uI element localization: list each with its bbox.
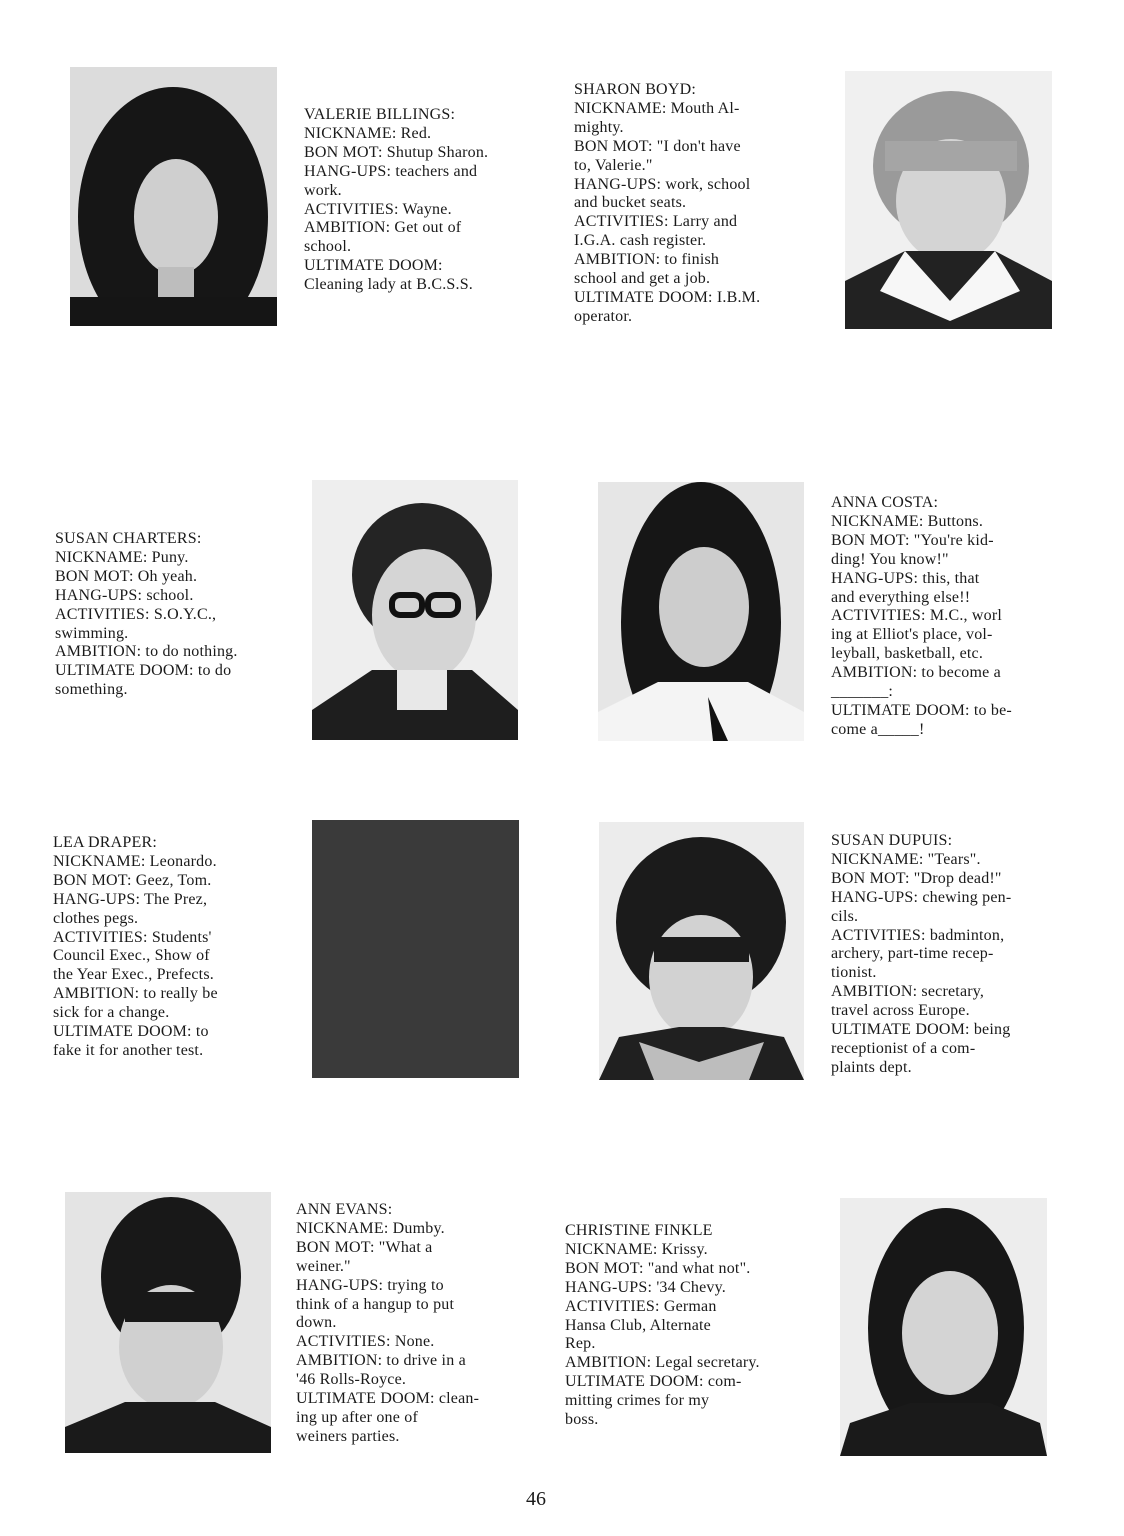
bio-line: ACTIVITIES: Students' [53, 928, 212, 946]
bio-line: mighty. [574, 118, 624, 136]
bio-line: BON MOT: "What a [296, 1238, 433, 1256]
bio-line: _______: [831, 683, 894, 701]
photo-sharon-boyd [845, 71, 1052, 329]
bio-line: come a_____! [831, 720, 925, 738]
bio-line: NICKNAME: Dumby. [296, 1219, 445, 1237]
bio-lea-draper [53, 834, 218, 1061]
bio-line: weiners parties. [296, 1427, 400, 1445]
bio-line: NICKNAME: Mouth Al- [574, 99, 740, 117]
bio-christine-finkle [565, 1222, 760, 1430]
bio-line: clothes pegs. [53, 909, 139, 927]
photo-anna-costa [598, 482, 804, 741]
bio-line: AMBITION: to do nothing. [55, 643, 238, 661]
bio-line: travel across Europe. [831, 1002, 970, 1020]
portrait-anna-costa [598, 482, 804, 741]
bio-line: Rep. [565, 1335, 596, 1353]
bio-line: LEA DRAPER: [53, 834, 157, 851]
bio-line: ANNA COSTA: [831, 494, 939, 511]
bio-line: ACTIVITIES: S.O.Y.C., [55, 605, 217, 623]
bio-line: BON MOT: "I don't have [574, 137, 741, 155]
bio-line: operator. [574, 307, 633, 325]
bio-line: fake it for another test. [53, 1041, 204, 1059]
portrait-susan-charters [312, 480, 518, 740]
bio-line: Council Exec., Show of [53, 947, 210, 965]
bio-line: plaints dept. [831, 1058, 912, 1076]
bio-line: ULTIMATE DOOM: clean- [296, 1390, 480, 1408]
bio-line: ACTIVITIES: None. [296, 1333, 435, 1351]
bio-line: HANG-UPS: work, school [574, 175, 751, 193]
bio-line: HANG-UPS: teachers and [304, 162, 478, 180]
bio-line: Hansa Club, Alternate [565, 1316, 711, 1334]
bio-line: and everything else!! [831, 588, 971, 606]
bio-line: NICKNAME: Krissy. [565, 1240, 708, 1258]
bio-line: HANG-UPS: The Prez, [53, 890, 208, 908]
photo-susan-charters [312, 480, 518, 740]
bio-line: AMBITION: to drive in a [296, 1352, 466, 1370]
bio-line: BON MOT: "Drop dead!" [831, 869, 1002, 887]
bio-line: HANG-UPS: '34 Chevy. [565, 1278, 726, 1296]
bio-line: AMBITION: to really be [53, 985, 218, 1003]
bio-line: AMBITION: secretary, [831, 983, 985, 1001]
portrait-christine-finkle [840, 1198, 1047, 1456]
bio-line: SUSAN CHARTERS: [55, 530, 202, 547]
bio-sharon-boyd [574, 81, 760, 327]
bio-line: NICKNAME: Buttons. [831, 512, 984, 530]
portrait-susan-dupuis [599, 822, 804, 1080]
page-number: 46 [526, 1488, 546, 1510]
photo-christine-finkle [840, 1198, 1047, 1456]
bio-line: AMBITION: to become a [831, 664, 1001, 682]
bio-line: ACTIVITIES: M.C., worl [831, 607, 1003, 625]
bio-line: NICKNAME: Leonardo. [53, 852, 217, 870]
bio-line: ULTIMATE DOOM: [304, 257, 443, 275]
bio-line: ding! You know!" [831, 550, 949, 568]
portrait-ann-evans [65, 1192, 271, 1453]
bio-line: ing up after one of [296, 1408, 418, 1426]
bio-line: to, Valerie." [574, 156, 653, 174]
bio-line: ULTIMATE DOOM: to do [55, 662, 232, 680]
bio-line: and bucket seats. [574, 194, 687, 212]
bio-line: ACTIVITIES: German [565, 1297, 717, 1315]
bio-valerie-billings [304, 106, 488, 295]
bio-susan-dupuis [831, 832, 1011, 1078]
bio-susan-charters [55, 530, 238, 700]
bio-line: swimming. [55, 624, 129, 642]
portrait-sharon-boyd [845, 71, 1052, 329]
bio-line: BON MOT: Geez, Tom. [53, 871, 212, 889]
bio-line: sick for a change. [53, 1004, 170, 1022]
bio-ann-evans [296, 1201, 479, 1447]
bio-line: ULTIMATE DOOM: I.B.M. [574, 288, 761, 306]
bio-line: ANN EVANS: [296, 1201, 393, 1218]
bio-line: HANG-UPS: this, that [831, 569, 980, 587]
bio-line: CHRISTINE FINKLE [565, 1222, 713, 1239]
bio-line: down. [296, 1314, 337, 1332]
bio-line: ULTIMATE DOOM: to [53, 1023, 209, 1041]
bio-line: BON MOT: Shutup Sharon. [304, 143, 489, 161]
bio-line: leyball, basketball, etc. [831, 645, 984, 663]
bio-line: AMBITION: to finish [574, 251, 720, 269]
bio-line: HANG-UPS: school. [55, 586, 194, 604]
bio-line: tionist. [831, 964, 877, 982]
bio-line: NICKNAME: "Tears". [831, 850, 981, 868]
bio-anna-costa [831, 494, 1012, 740]
bio-line: ACTIVITIES: badminton, [831, 926, 1005, 944]
bio-line: Cleaning lady at B.C.S.S. [304, 276, 473, 294]
bio-line: ing at Elliot's place, vol- [831, 626, 993, 644]
photo-susan-dupuis [599, 822, 804, 1080]
bio-line: archery, part-time recep- [831, 945, 994, 963]
bio-line: receptionist of a com- [831, 1039, 976, 1057]
bio-line: BON MOT: Oh yeah. [55, 567, 198, 585]
bio-line: weiner." [296, 1257, 351, 1275]
bio-line: NICKNAME: Puny. [55, 548, 189, 566]
bio-line: SHARON BOYD: [574, 81, 696, 98]
portrait-valerie-billings [70, 67, 277, 326]
bio-line: I.G.A. cash register. [574, 232, 707, 250]
bio-line: AMBITION: Get out of [304, 219, 462, 237]
bio-line: ULTIMATE DOOM: being [831, 1021, 1011, 1039]
bio-line: boss. [565, 1411, 599, 1429]
bio-line: school. [304, 238, 352, 256]
bio-line: ULTIMATE DOOM: com- [565, 1373, 742, 1391]
bio-line: something. [55, 681, 128, 699]
bio-line: mitting crimes for my [565, 1392, 710, 1410]
bio-line: ACTIVITIES: Larry and [574, 213, 738, 231]
bio-line: school and get a job. [574, 270, 711, 288]
photo-valerie-billings [70, 67, 277, 326]
bio-line: BON MOT: "and what not". [565, 1259, 751, 1277]
bio-line: think of a hangup to put [296, 1295, 455, 1313]
bio-line: BON MOT: "You're kid- [831, 531, 994, 549]
bio-line: HANG-UPS: chewing pen- [831, 888, 1012, 906]
bio-line: ULTIMATE DOOM: to be- [831, 701, 1012, 719]
bio-line: VALERIE BILLINGS: [304, 106, 456, 123]
bio-line: the Year Exec., Prefects. [53, 966, 214, 984]
bio-line: cils. [831, 907, 859, 925]
bio-line: '46 Rolls-Royce. [296, 1371, 407, 1389]
bio-line: HANG-UPS: trying to [296, 1276, 444, 1294]
bio-line: SUSAN DUPUIS: [831, 832, 953, 849]
bio-line: AMBITION: Legal secretary. [565, 1354, 760, 1372]
photo-ann-evans [65, 1192, 271, 1453]
bio-line: work. [304, 181, 342, 199]
bio-line: NICKNAME: Red. [304, 124, 432, 142]
bio-line: ACTIVITIES: Wayne. [304, 200, 452, 218]
photo-lea-draper-blank [312, 820, 519, 1078]
